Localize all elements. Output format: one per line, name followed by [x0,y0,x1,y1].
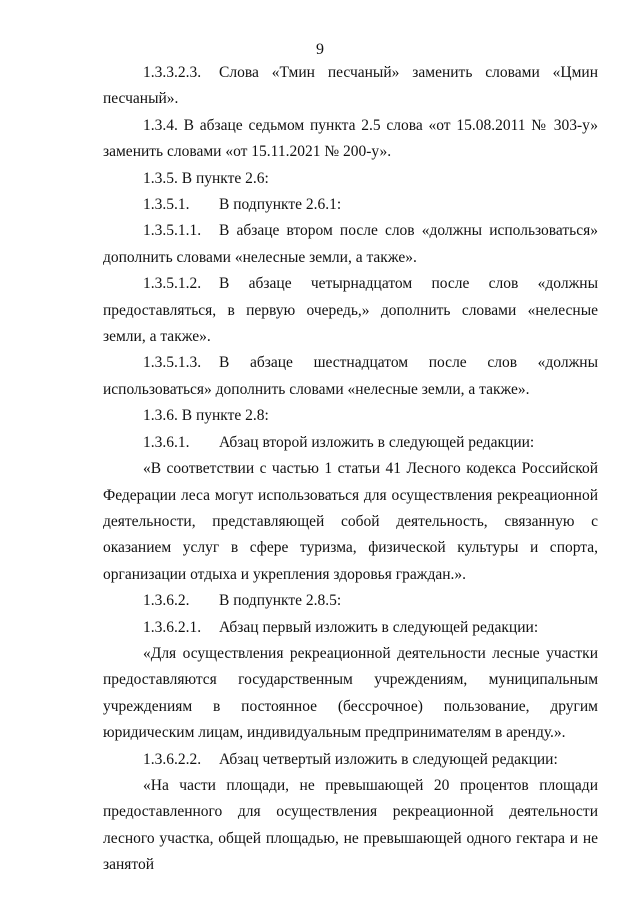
paragraph-1-3-5-1 [103,192,598,218]
clause-number: 1.3.6.2.2. [143,750,202,768]
paragraph-text: «Для осуществления рекреационной деятельности лесные участки предоставляются государственным учреждениям, муниципальным учреждениям в постоянное (бессрочное) пользование, другим юридическим лицам, индивидуальным предпринимателям в аренду.». [103,644,598,742]
paragraph-1-3-5 [103,166,598,192]
paragraph-text: В абзаце втором после слов «должны использоваться» дополнить словами «нелесные земли, а также». [103,222,598,266]
paragraph-1-3-6 [103,403,598,429]
paragraph-1-3-3-2-3 [103,60,598,113]
paragraph-1-3-6-2-2 [103,747,598,773]
paragraph-text: 1.3.6. В пункте 2.8: [143,407,269,425]
paragraph-text: В подпункте 2.6.1: [219,196,342,214]
paragraph-1-3-6-2-1 [103,615,598,641]
page-number: 9 [316,41,324,58]
paragraph-text: «На части площади, не превышающей 20 процентов площади предоставленного для осуществления рекреационной деятельности лесного участка, общей площадью, не превышающей одного гектара и не занятой [103,776,598,874]
clause-number: 1.3.3.2.3. [143,64,202,81]
paragraph-text: Абзац четвертый изложить в следующей редакции: [219,750,558,768]
paragraph-1-3-6-2 [103,588,598,614]
paragraph-text: 1.3.5. В пункте 2.6: [143,169,269,187]
paragraph-1-3-5-1-1 [103,218,598,271]
paragraph-text: «В соответствии с частью 1 статьи 41 Лесного кодекса Российской Федерации леса могут использоваться для осуществления рекреационной деятельности, представляющей собой деятельность, связанную с оказанием услуг в сфере туризма, физической культуры и спорта, организации отдыха и укрепления здоровья граждан.». [103,460,598,583]
clause-number: 1.3.5.1.3. [143,354,202,372]
paragraph-text: Абзац второй изложить в следующей редакции: [219,433,535,451]
quoted-paragraph-recreation [103,456,598,588]
document-body [103,60,598,879]
paragraph-1-3-6-1 [103,430,598,456]
paragraph-text: Слова «Тмин песчаный» заменить словами «Цмин песчаный». [103,64,598,108]
clause-number: 1.3.6.1. [143,433,190,451]
quoted-paragraph-land-plots [103,641,598,747]
clause-number: 1.3.5.1.2. [143,275,202,293]
paragraph-1-3-5-1-2 [103,271,598,350]
paragraph-text: В абзаце четырнадцатом после слов «должны предоставляться, в первую очередь,» дополнить словами «нелесные земли, а также». [103,275,598,346]
clause-number: 1.3.6.2. [143,592,190,610]
paragraph-1-3-4 [103,113,598,166]
clause-number: 1.3.5.1.1. [143,222,202,240]
paragraph-text: Абзац первый изложить в следующей редакции: [219,618,539,636]
paragraph-text: В подпункте 2.8.5: [219,592,342,610]
clause-number: 1.3.5.1. [143,196,190,214]
paragraph-1-3-5-1-3 [103,350,598,403]
quoted-paragraph-area [103,773,598,879]
paragraph-text: 1.3.4. В абзаце седьмом пункта 2.5 слова «от 15.08.2011 № 303-у» заменить словами «от 15.11.2021 № 200-у». [103,116,598,161]
paragraph-text: В абзаце шестнадцатом после слов «должны использоваться» дополнить словами «нелесные земли, а также». [103,354,598,398]
clause-number: 1.3.6.2.1. [143,618,202,636]
